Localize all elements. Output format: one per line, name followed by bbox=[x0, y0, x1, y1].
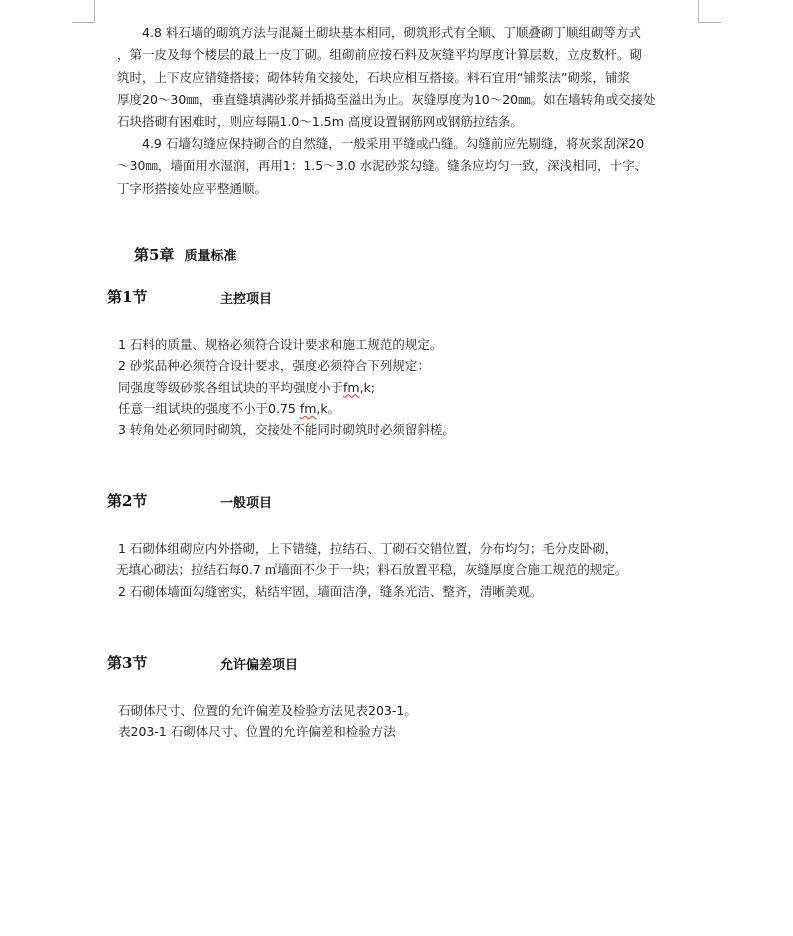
section-3-content bbox=[118, 700, 688, 743]
section-number: 第2节 bbox=[107, 492, 148, 510]
list-item: 1 石料的质量、规格必须符合设计要求和施工规范的规定。 bbox=[118, 337, 443, 352]
rule-text: 同强度等级砂浆各组试块的平均强度小于 bbox=[118, 379, 344, 395]
section-2-content bbox=[118, 538, 688, 602]
section-3-heading bbox=[107, 652, 299, 673]
body-line: 石砌体尺寸、位置的允许偏差及检验方法见表203-1。 bbox=[118, 703, 417, 718]
text-line: ，第一皮及每个楼层的最上一皮丁砌。组砌前应按石料及灰缝平均厚度计算层数，立皮数杆。砌 bbox=[117, 47, 643, 63]
list-item: 2 石砌体墙面勾缝密实，粘结牢固，墙面洁净，缝条光洁、整齐，清晰美观。 bbox=[118, 583, 543, 599]
section-title: 允许偏差项目 bbox=[220, 658, 299, 673]
list-item: 2 砂浆品种必须符合设计要求，强度必须符合下列规定： bbox=[118, 358, 430, 374]
text-line: ～30㎜，墙面用水湿润，再用1：1.5～3.0 水泥砂浆勾缝。缝条应均匀一致，深浅相同，十字、 bbox=[117, 158, 648, 174]
table-caption: 表203-1 石砌体尺寸、位置的允许偏差和检验方法 bbox=[118, 724, 396, 740]
chapter-heading bbox=[134, 244, 236, 265]
rule-average-strength bbox=[118, 377, 688, 398]
rule-min-strength bbox=[118, 398, 688, 419]
list-item: 3 转角处必须同时砌筑，交接处不能同时砌筑时必须留斜槎。 bbox=[118, 422, 455, 438]
chapter-title: 质量标准 bbox=[184, 249, 237, 264]
rule-text: ,k; bbox=[359, 379, 376, 395]
section-title: 主控项目 bbox=[220, 292, 273, 307]
chapter-number: 第5章 bbox=[134, 246, 175, 264]
crop-mark-top-right bbox=[698, 0, 721, 23]
list-item: 1 石砌体组砌应内外搭砌，上下错缝，拉结石、丁砌石交错位置，分布均匀；毛分皮卧砌， bbox=[118, 541, 618, 556]
text-line: 筑时，上下皮应错缝搭接；砌体转角交接处，石块应相互搭接。料石宜用“铺浆法”砌浆，铺浆 bbox=[117, 69, 630, 85]
section-number: 第1节 bbox=[107, 288, 148, 306]
rule-text: ,k。 bbox=[316, 400, 341, 416]
rule-text: 任意一组试块的强度不小于0.75 bbox=[118, 400, 300, 416]
section-title: 一般项目 bbox=[220, 496, 273, 511]
spellcheck-word: fm bbox=[299, 400, 317, 416]
spellcheck-word: fm bbox=[343, 379, 360, 395]
text-line: 4.8 料石墙的砌筑方法与混凝土砌块基本相同，砌筑形式有全顺、丁顺叠砌丁顺组砌等方式 bbox=[142, 25, 641, 40]
section-1-content bbox=[118, 334, 688, 440]
text-line: 4.9 石墙勾缝应保持砌合的自然缝，一般采用平缝或凸缝。勾缝前应先剔缝，将灰浆刮深20 bbox=[142, 136, 645, 151]
section-2-heading bbox=[107, 490, 273, 511]
text-line: 丁字形搭接处应平整通顺。 bbox=[117, 180, 268, 196]
paragraph-4-9 bbox=[117, 133, 687, 200]
section-1-heading bbox=[107, 286, 273, 307]
section-number: 第3节 bbox=[107, 654, 148, 672]
list-item-continuation: 无填心砌法；拉结石每0.7 ㎡墙面不少于一块；料石放置平稳，灰缝厚度合施工规范的规定。 bbox=[116, 562, 628, 578]
text-line: 厚度20～30㎜，垂直缝填满砂浆并插捣至溢出为止。灰缝厚度为10～20㎜。如在墙转角或交接处 bbox=[117, 91, 656, 107]
text-line: 石块搭砌有困难时，则应每隔1.0～1.5m 高度设置钢筋网或钢筋拉结条。 bbox=[117, 114, 523, 130]
paragraph-4-8 bbox=[117, 22, 687, 133]
crop-mark-top-left bbox=[72, 0, 95, 23]
